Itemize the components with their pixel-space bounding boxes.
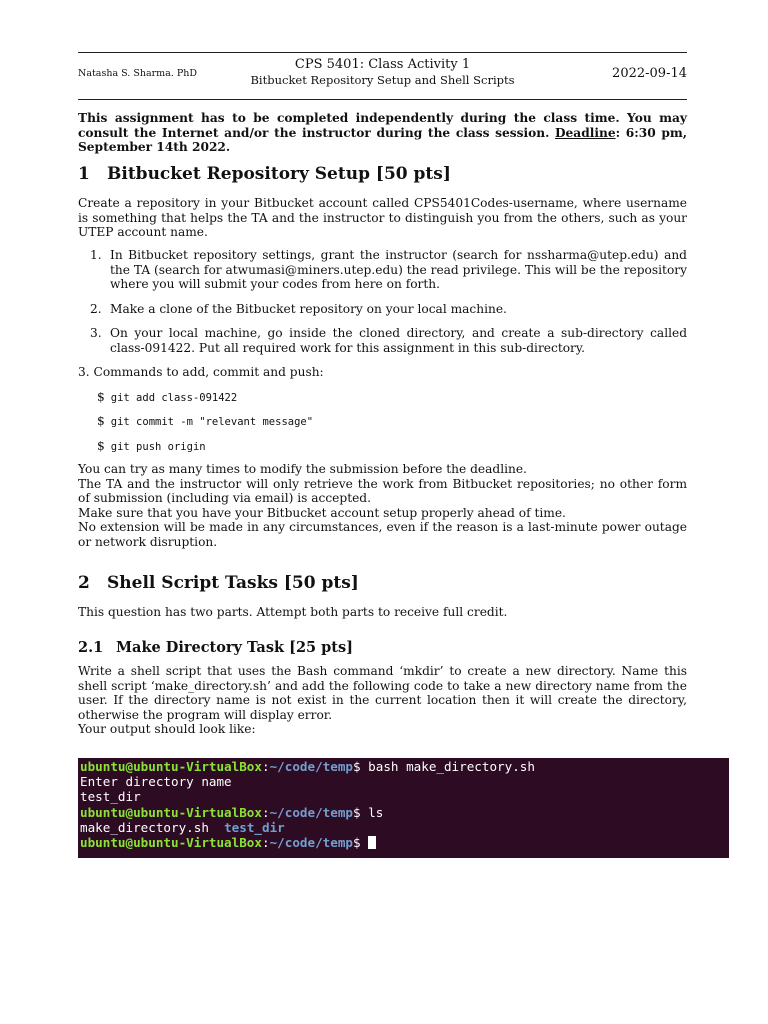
terminal-user-host: ubuntu@ubuntu-VirtualBox: [80, 759, 262, 774]
header-subtitle: Bitbucket Repository Setup and Shell Scripts: [250, 73, 515, 87]
deadline-label: Deadline: [554, 125, 616, 140]
step-number: 1.: [90, 248, 102, 262]
section-1-intro: Create a repository in your Bitbucket account called CPS5401Codes-username, where username is something that helps the TA and the instructor to distinguish you from the others, such as your UTEP account name.: [78, 196, 687, 240]
terminal-command: bash make_directory.sh: [368, 759, 535, 774]
note-line: No extension will be made in any circumstances, even if the reason is a last-minute power outage or network disruption.: [78, 520, 687, 549]
command-line-push: [97, 439, 206, 453]
terminal-output: test_dir: [80, 789, 141, 805]
command-text: git commit -m "relevant message": [110, 416, 314, 428]
note-line: The TA and the instructor will only retrieve the work from Bitbucket repositories; no other form of submission (including via email) is accepted.: [78, 476, 687, 506]
terminal-output: Enter directory name: [80, 774, 232, 790]
deadline-value: : 6:30 pm, September 14th 2022.: [78, 125, 687, 155]
header-title: CPS 5401: Class Activity 1: [294, 57, 471, 72]
terminal-prompt: $: [352, 804, 369, 820]
terminal-line: [80, 774, 729, 789]
subsection-number: 2.1: [78, 639, 104, 656]
notice-paragraph: [78, 111, 687, 155]
terminal-line: [80, 759, 729, 774]
list-item: [78, 248, 687, 292]
section-2-intro: This question has two parts. Attempt both parts to receive full credit.: [78, 605, 508, 619]
terminal-user-host: ubuntu@ubuntu-VirtualBox: [80, 804, 262, 820]
section-1-number: 1: [78, 164, 90, 184]
terminal-colon: :: [261, 759, 270, 774]
prompt-symbol: $: [97, 439, 105, 453]
command-line-add: [97, 390, 237, 404]
page-header: [78, 56, 687, 94]
notice-text: This assignment has to be completed independently during the class time. You may consult the Internet and/or the instructor during the class session.: [78, 111, 687, 140]
step-number: 2.: [90, 301, 102, 316]
terminal-line: [80, 805, 729, 820]
terminal-prompt: $: [352, 834, 369, 850]
terminal-ls-dir: test_dir: [224, 819, 285, 835]
terminal-ls-file: make_directory.sh: [80, 819, 209, 835]
submission-notes: [78, 462, 687, 550]
prompt-symbol: $: [97, 414, 105, 428]
step-text: Make a clone of the Bitbucket repository on your local machine.: [110, 301, 507, 316]
subsection-2-1-body: [78, 664, 687, 737]
terminal-prompt: $: [352, 759, 369, 774]
terminal-path: ~/code/temp: [269, 834, 353, 850]
list-item: [78, 302, 687, 317]
header-bottom-rule: [78, 99, 687, 100]
command-text: git push origin: [110, 441, 206, 453]
terminal-line: [80, 789, 729, 804]
terminal-command: ls: [368, 804, 384, 820]
terminal-screenshot: [78, 758, 729, 858]
note-line: You can try as many times to modify the submission before the deadline.: [78, 462, 527, 476]
task-description: Write a shell script that uses the Bash command ‘mkdir’ to create a new directory. Name this shell script ‘make_directory.sh’ and add the following code to take a new directory name from the user. If the directory name is not exist in the current location then it will create the directory, otherwise the program will display error.: [78, 664, 687, 722]
commands-heading: 3. Commands to add, commit and push:: [78, 365, 324, 379]
section-1-heading: [78, 164, 451, 184]
terminal-colon: :: [261, 804, 270, 820]
command-line-commit: [97, 414, 313, 428]
terminal-path: ~/code/temp: [269, 804, 353, 820]
terminal-cursor: [368, 836, 376, 849]
terminal-line: [80, 835, 729, 850]
section-2-title: Shell Script Tasks [50 pts]: [107, 573, 359, 593]
subsection-title: Make Directory Task [25 pts]: [116, 639, 354, 656]
terminal-user-host: ubuntu@ubuntu-VirtualBox: [80, 834, 262, 850]
step-text: In Bitbucket repository settings, grant the instructor (search for nssharma@utep.edu) and the TA (search for atwumasi@miners.utep.edu) the read privilege. This will be the repository where you will submit your codes from here on forth.: [110, 248, 687, 292]
section-2-heading: [78, 573, 359, 593]
header-author: Natasha S. Sharma. PhD: [78, 68, 198, 79]
section-1-title: Bitbucket Repository Setup [50 pts]: [107, 164, 451, 184]
output-label: Your output should look like:: [78, 722, 256, 737]
step-text: On your local machine, go inside the cloned directory, and create a sub-directory called class-091422. Put all required work for this assignment in this sub-directory.: [110, 326, 687, 355]
prompt-symbol: $: [97, 390, 105, 404]
section-2-number: 2: [78, 573, 90, 593]
step-number: 3.: [90, 326, 102, 341]
terminal-colon: :: [261, 834, 270, 850]
list-item: [78, 326, 687, 355]
note-line: Make sure that you have your Bitbucket account setup properly ahead of time.: [78, 505, 566, 520]
command-text: git add class-091422: [110, 392, 238, 404]
subsection-2-1-heading: [78, 639, 353, 656]
setup-steps-list: [78, 248, 687, 366]
header-date: 2022-09-14: [612, 66, 687, 81]
header-top-rule: [78, 52, 687, 53]
terminal-path: ~/code/temp: [269, 759, 353, 774]
terminal-line: [80, 820, 729, 835]
